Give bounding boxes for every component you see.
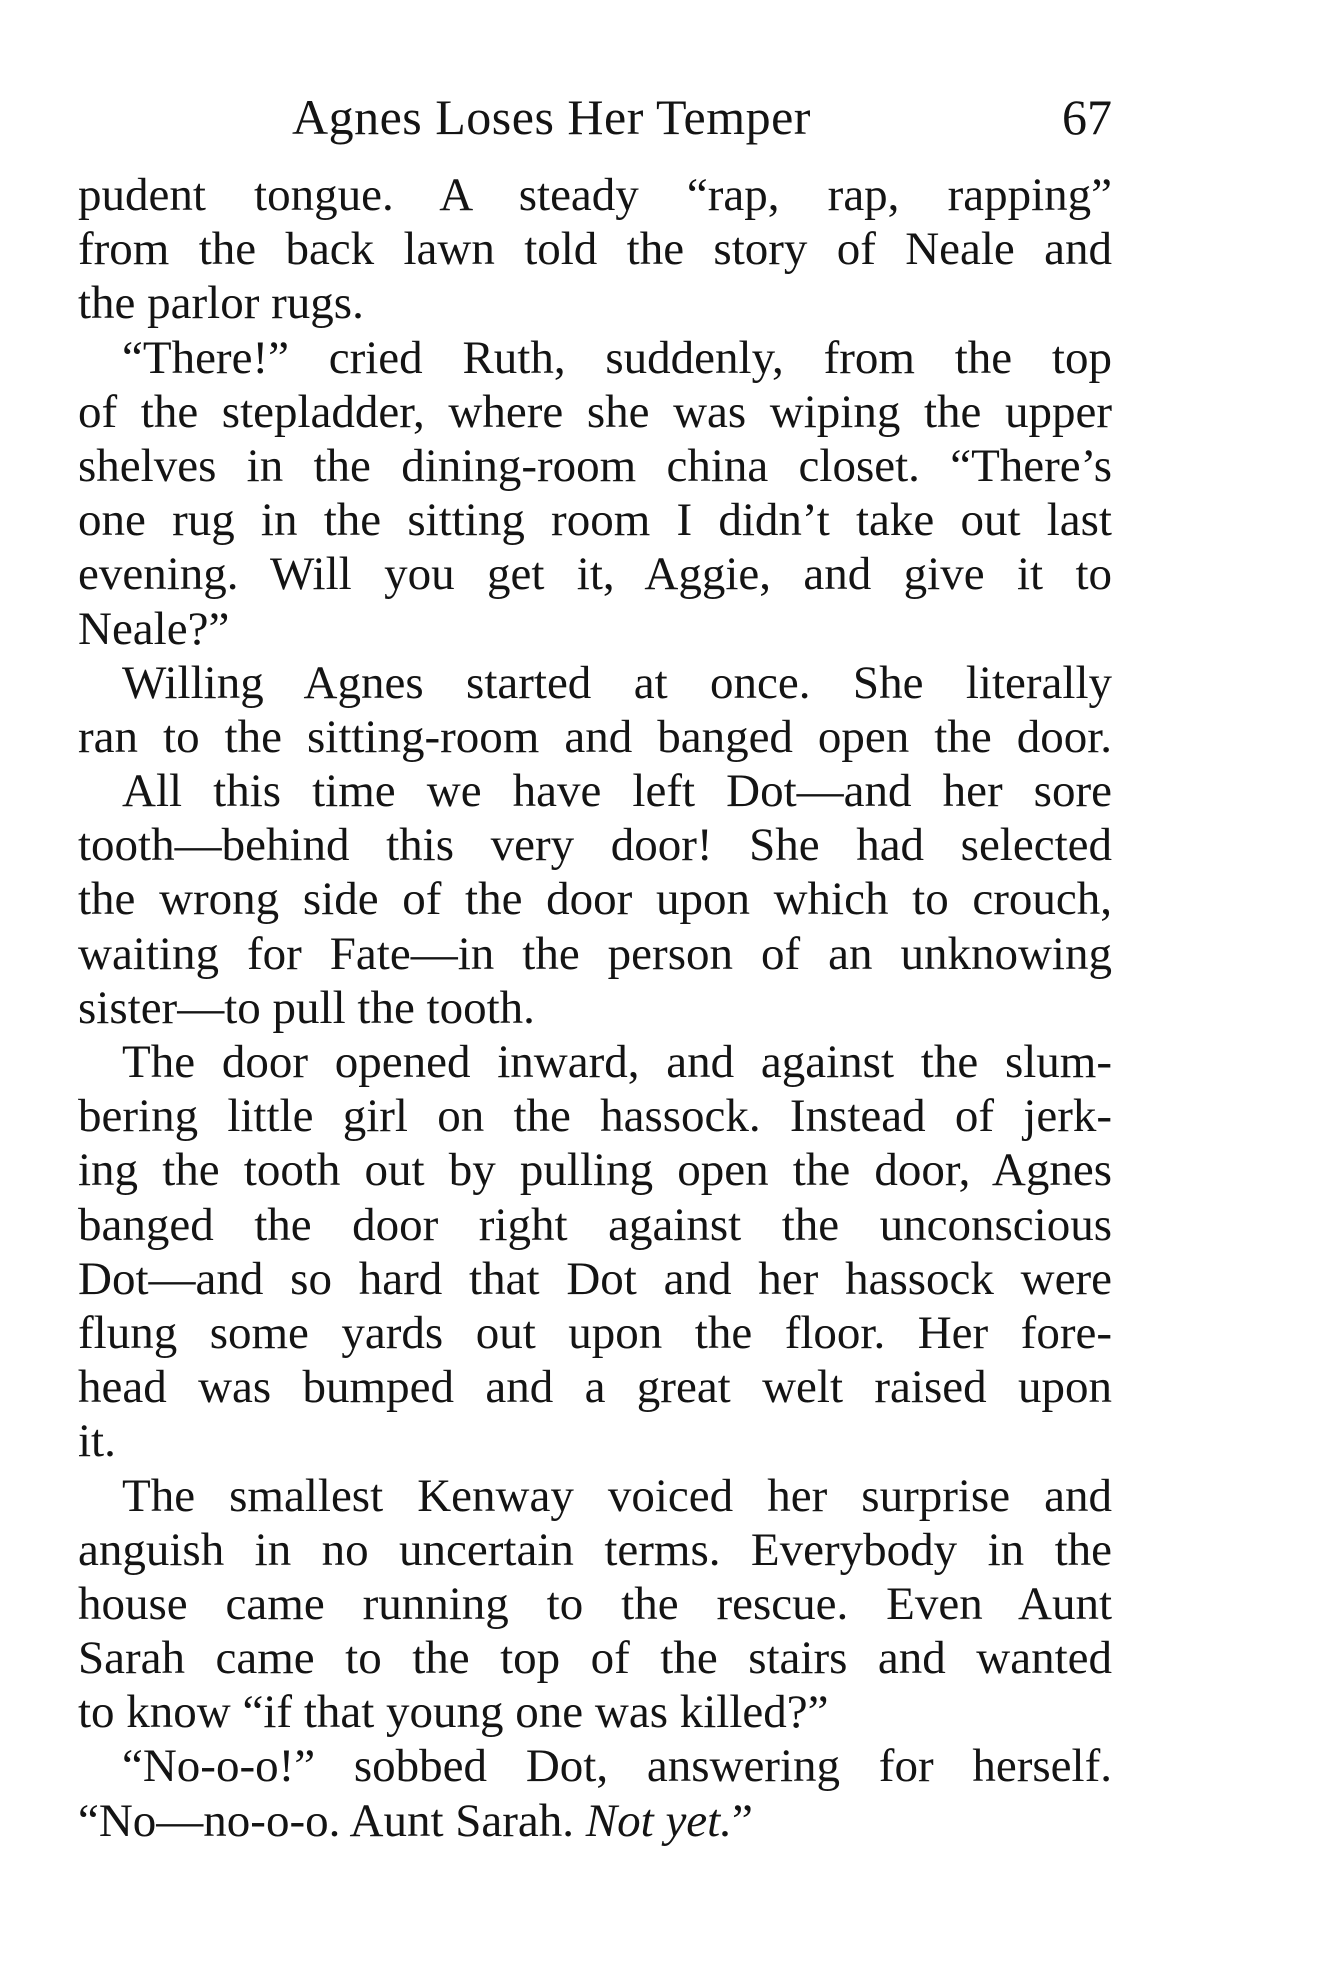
text-line: the wrong side of the door upon which to crouch,: [78, 873, 1112, 926]
text-line: one rug in the sitting room I didn’t take out last: [78, 494, 1112, 547]
text-line: house came running to the rescue. Even Aunt: [78, 1577, 1112, 1630]
page-number: 67: [1062, 89, 1112, 145]
page-header: [78, 82, 1112, 152]
text-line: it.: [78, 1415, 116, 1468]
text-line: of the stepladder, where she was wiping the upper: [78, 385, 1112, 438]
text-line: from the back lawn told the story of Neale and: [78, 223, 1112, 276]
text-line: The door opened inward, and against the slum-: [122, 1036, 1112, 1088]
final-line-italic: Not yet.: [585, 1794, 732, 1847]
text-line: pudent tongue. A steady “rap, rap, rapping”: [78, 169, 1112, 221]
text-line: anguish in no uncertain terms. Everybody in the: [78, 1523, 1112, 1576]
body-text: [78, 168, 1112, 1848]
text-line: Dot—and so hard that Dot and her hassock were: [78, 1252, 1112, 1305]
text-line: ran to the sitting-room and banged open the door.: [78, 710, 1112, 763]
text-line: Sarah came to the top of the stairs and wanted: [78, 1632, 1112, 1685]
text-line: bering little girl on the hassock. Instead of jerk-: [78, 1090, 1112, 1143]
text-line: flung some yards out upon the floor. Her fore-: [78, 1306, 1112, 1359]
text-line: ing the tooth out by pulling open the door, Agnes: [78, 1144, 1112, 1197]
text-line: All this time we have left Dot—and her sore: [122, 765, 1112, 818]
text-line: banged the door right against the unconscious: [78, 1198, 1112, 1251]
text-line-final: [78, 1794, 1112, 1848]
running-head: Agnes Loses Her Temper: [292, 89, 811, 145]
final-line-lead: “No—no-o-o. Aunt Sarah.: [78, 1794, 586, 1847]
text-line: “No-o-o!” sobbed Dot, answering for herself.: [122, 1740, 1112, 1793]
final-line-close: ”: [731, 1794, 753, 1847]
text-line: Neale?”: [78, 602, 230, 655]
text-line: shelves in the dining-room china closet. “There’s: [78, 439, 1112, 492]
text-line: to know “if that young one was killed?”: [78, 1686, 829, 1739]
text-line: the parlor rugs.: [78, 277, 364, 330]
text-line: waiting for Fate—in the person of an unknowing: [78, 927, 1112, 980]
text-line: “There!” cried Ruth, suddenly, from the top: [122, 331, 1112, 384]
text-line: evening. Will you get it, Aggie, and give it to: [78, 548, 1112, 601]
text-line: head was bumped and a great welt raised upon: [78, 1361, 1112, 1414]
text-line: tooth—behind this very door! She had selected: [78, 819, 1112, 872]
text-line: The smallest Kenway voiced her surprise and: [122, 1469, 1112, 1522]
text-line: sister—to pull the tooth.: [78, 981, 535, 1034]
text-line: Willing Agnes started at once. She literally: [122, 656, 1112, 709]
